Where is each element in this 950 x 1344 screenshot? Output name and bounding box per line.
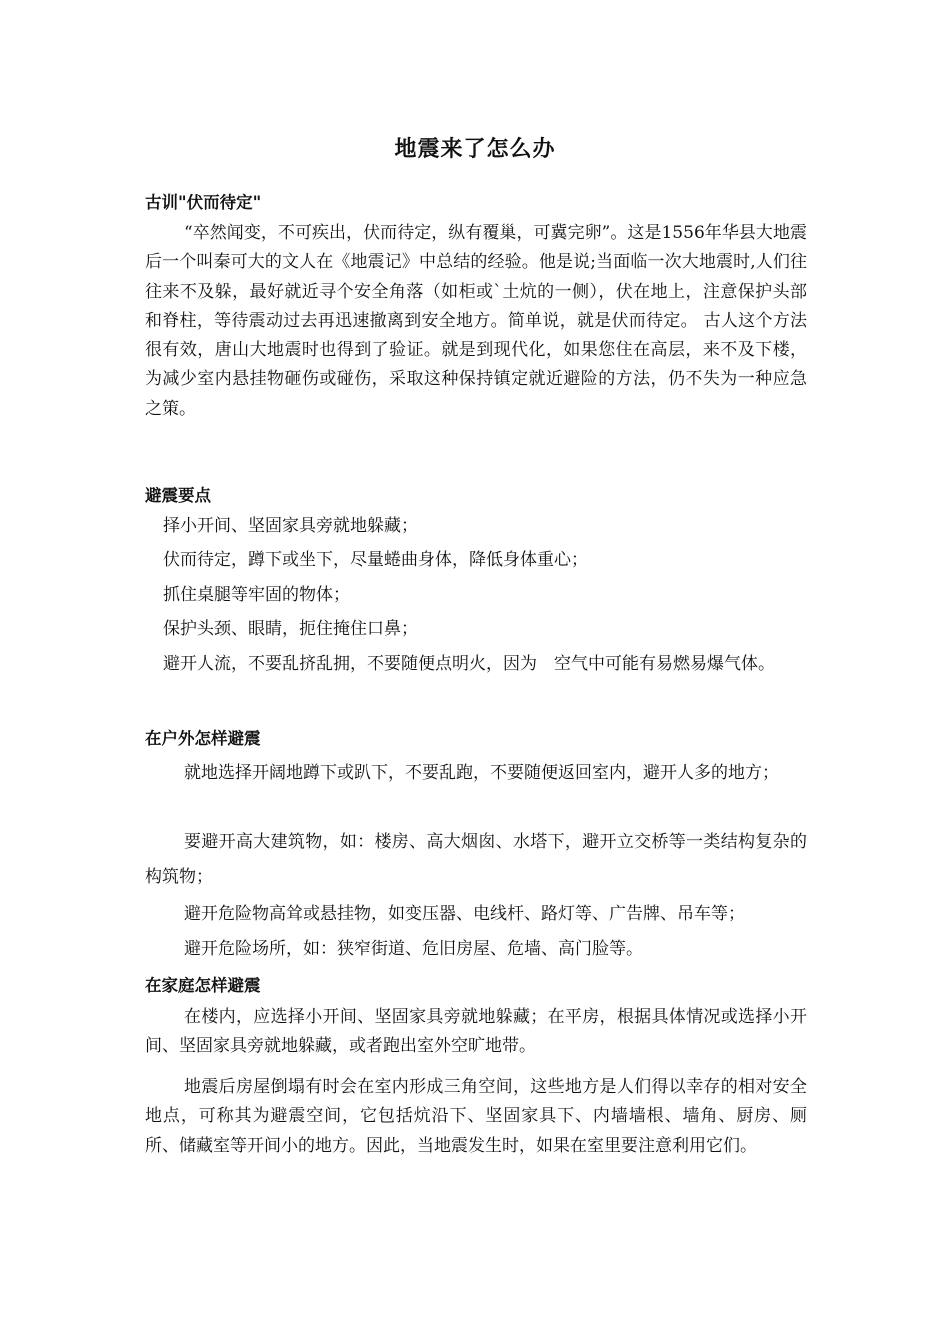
paragraph-home: 在楼内，应选择小开间、坚固家具旁就地躲藏；在平房，根据具体情况或选择小开间、坚固家具旁就地躲藏，或者跑出室外空旷地带。 [145, 1007, 807, 1057]
section-heading-key-points: 避震要点 [145, 486, 211, 505]
section-heading-ancient-advice: 古训"伏而待定" [145, 193, 262, 212]
list-item: 伏而待定，蹲下或坐下，尽量蜷曲身体，降低身体重心； [163, 550, 588, 570]
paragraph-outdoor: 就地选择开阔地蹲下或趴下，不要乱跑，不要随便返回室内，避开人多的地方； [184, 763, 779, 783]
paragraph-outdoor: 要避开高大建筑物，如：楼房、高大烟囱、水塔下，避开立交桥等一类结构复杂的构筑物； [145, 832, 807, 887]
list-item: 避开人流，不要乱挤乱拥，不要随便点明火，因为 空气中可能有易燃易爆气体。 [163, 654, 775, 674]
paragraph-outdoor: 避开危险场所，如：狭窄街道、危旧房屋、危墙、高门脸等。 [184, 939, 643, 959]
document-title: 地震来了怎么办 [394, 137, 556, 162]
list-item: 抓住桌腿等牢固的物体； [163, 585, 350, 605]
list-item: 保护头颈、眼睛，扼住掩住口鼻； [163, 619, 418, 639]
paragraph-outdoor: 避开危险物高耸或悬挂物，如变压器、电线杆、路灯等、广告牌、吊车等； [184, 904, 745, 924]
section-heading-home: 在家庭怎样避震 [145, 976, 261, 995]
list-item: 择小开间、坚固家具旁就地躲藏； [163, 516, 418, 536]
paragraph-home: 地震后房屋倒塌有时会在室内形成三角空间，这些地方是人们得以幸存的相对安全地点，可称其为避震空间，它包括炕沿下、坚固家具下、内墙墙根、墙角、厨房、厕所、储藏室等开间小的地方。因此，当地震发生时，如果在室里要注意利用它们。 [145, 1077, 807, 1156]
section-heading-outdoor: 在户外怎样避震 [145, 729, 261, 748]
paragraph-ancient-advice: “卒然闻变，不可疾出，伏而待定，纵有覆巢，可冀完卵”。这是1556年华县大地震后一个叫秦可大的文人在《地震记》中总结的经验。他是说;当面临一次大地震时,人们往往来不及躲，最好就近寻个安全角落（如柜或`土炕的一侧），伏在地上，注意保护头部和脊柱，等待震动过去再迅速撤离到安全地方。简单说，就是伏而待定。 古人这个方法很有效，唐山大地震时也得到了验证。就是到现代化，如果您住在高层，来不及下楼，为减少室内悬挂物砸伤或碰伤，采取这种保持镇定就近避险的方法，仍不失为一种应急之策。 [145, 223, 807, 419]
